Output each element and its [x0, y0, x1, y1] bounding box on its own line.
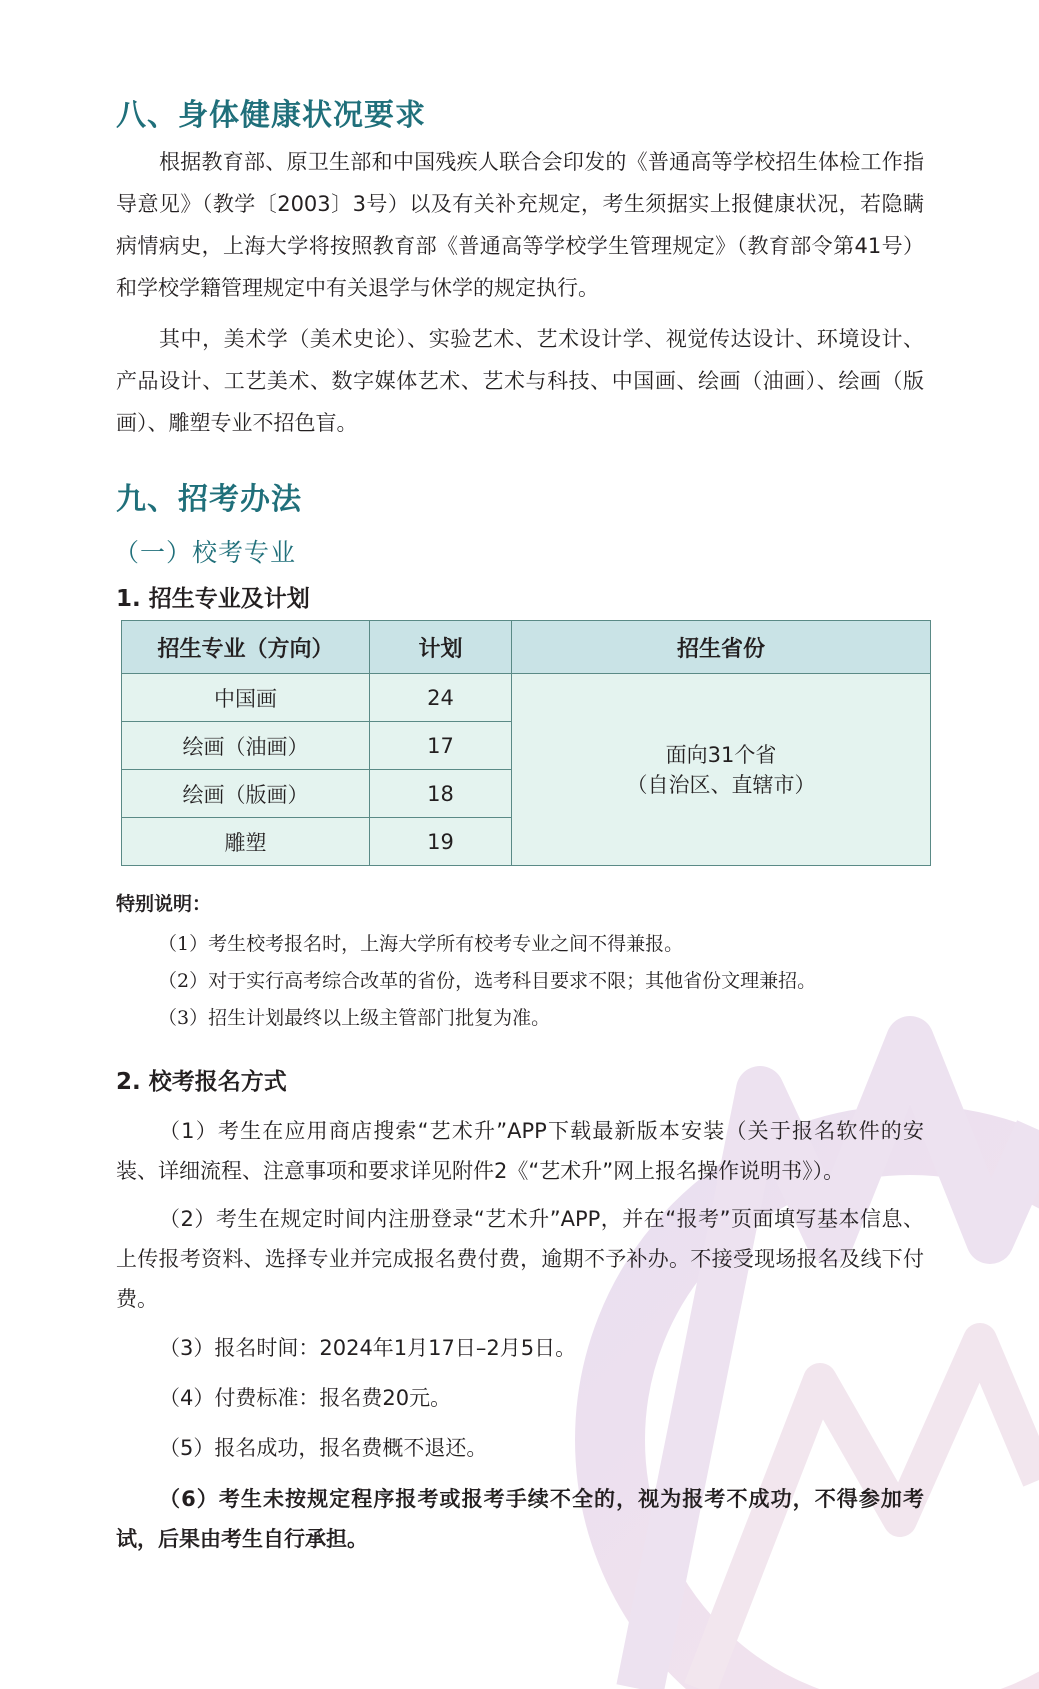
- registration-item-4: （4）付费标准：报名费20元。: [159, 1386, 452, 1410]
- section-9-heading: 九、招考办法: [116, 482, 302, 517]
- major-cell: 绘画（版画）: [122, 770, 370, 818]
- table-header-row: [122, 621, 931, 674]
- plan-cell: 17: [370, 722, 512, 770]
- enrollment-plan-table: [121, 620, 931, 866]
- special-note-title: 特别说明：: [116, 893, 212, 915]
- plan-cell: 19: [370, 818, 512, 866]
- major-cell: 绘画（油画）: [122, 722, 370, 770]
- section-8-heading: 八、身体健康状况要求: [116, 98, 426, 133]
- special-note-2: （2）对于实行高考综合改革的省份，选考科目要求不限；其他省份文理兼招。: [158, 970, 817, 992]
- province-cell: [512, 674, 931, 866]
- special-note-3: （3）招生计划最终以上级主管部门批复为准。: [158, 1007, 551, 1029]
- table-row: [122, 674, 931, 722]
- registration-item-2: （2）考生在规定时间内注册登录“艺术升”APP，并在“报考”页面填写基本信息、上传报考资料、选择专业并完成报名费付费，逾期不予补办。不接受现场报名及线下付费。: [116, 1207, 924, 1311]
- special-note-1: （1）考生校考报名时，上海大学所有校考专业之间不得兼报。: [158, 933, 684, 955]
- registration-item-3: （3）报名时间：2024年1月17日–2月5日。: [159, 1336, 577, 1360]
- plan-cell: 24: [370, 674, 512, 722]
- major-cell: 中国画: [122, 674, 370, 722]
- major-cell: 雕塑: [122, 818, 370, 866]
- registration-item-5: （5）报名成功，报名费概不退还。: [159, 1436, 488, 1460]
- header-plan: 计划: [370, 621, 512, 674]
- subsection-school-exam-heading: （一）校考专业: [114, 538, 297, 567]
- health-paragraph-1: 根据教育部、原卫生部和中国残疾人联合会印发的《普通高等学校招生体检工作指导意见》（教学〔2003〕3号）以及有关补充规定，考生须据实上报健康状况，若隐瞒病情病史，上海大学将按照教育部《普通高等学校学生管理规定》（教育部令第41号）和学校学籍管理规定中有关退学与休学的规定执行。: [116, 150, 924, 300]
- health-paragraph-2: 其中，美术学（美术史论）、实验艺术、艺术设计学、视觉传达设计、环境设计、产品设计、工艺美术、数字媒体艺术、艺术与科技、中国画、绘画（油画）、绘画（版画）、雕塑专业不招色盲。: [116, 327, 924, 435]
- province-line-2: （自治区、直辖市）: [626, 772, 816, 797]
- registration-item-1: （1）考生在应用商店搜索“艺术升”APP下载最新版本安装（关于报名软件的安装、详细流程、注意事项和要求详见附件2《“艺术升”网上报名操作说明书》）。: [116, 1119, 924, 1183]
- enrollment-plan-title: 1. 招生专业及计划: [116, 586, 310, 612]
- registration-method-title: 2. 校考报名方式: [116, 1069, 287, 1095]
- registration-item-6: （6）考生未按规定程序报考或报考手续不全的，视为报考不成功，不得参加考试，后果由考生自行承担。: [116, 1487, 924, 1551]
- header-province: 招生省份: [512, 621, 931, 674]
- plan-cell: 18: [370, 770, 512, 818]
- header-major: 招生专业（方向）: [122, 621, 370, 674]
- province-line-1: 面向31个省: [665, 742, 777, 767]
